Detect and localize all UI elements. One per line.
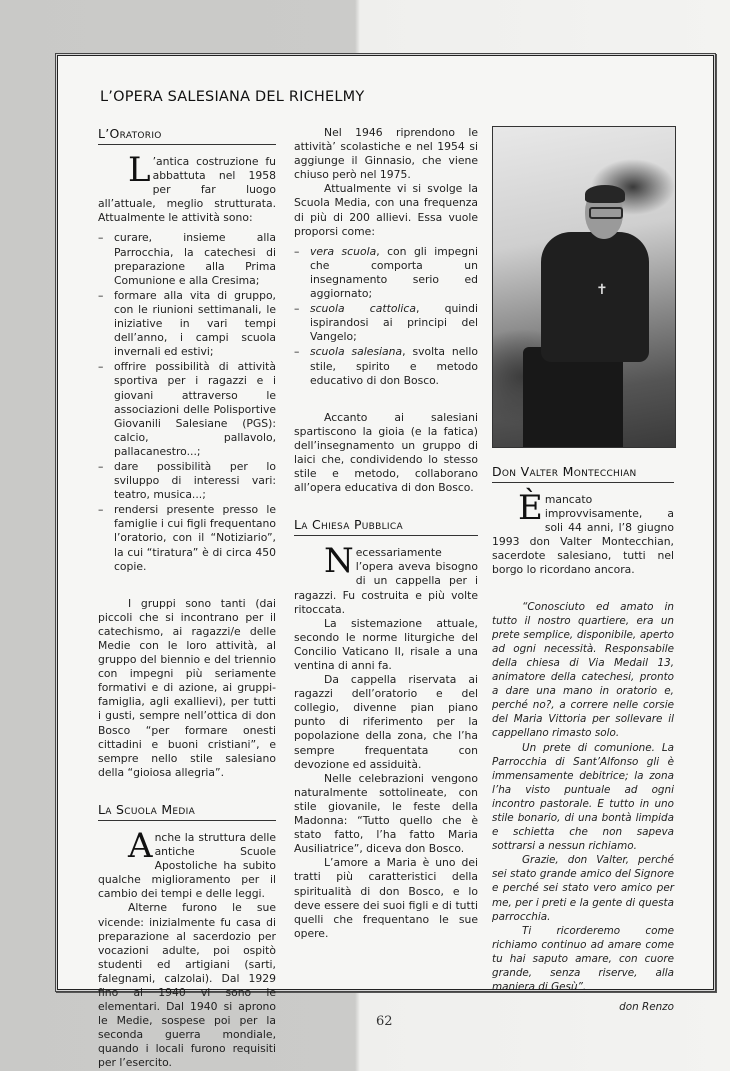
section-heading-chiesa: La Chiesa Pubblica: [294, 517, 478, 536]
page-number: 62: [376, 1014, 393, 1029]
list-item: – curare, insieme alla Parrocchia, la catechesi di preparazione alla Prima Comunione e alla Cresima;: [98, 231, 276, 287]
memorial-quote: [492, 600, 674, 1015]
dropcap-n: N: [324, 541, 354, 582]
quote-signature: don Renzo: [619, 1001, 674, 1014]
list-item: – dare possibilità per lo sviluppo di interessi vari: teatro, musica...;: [98, 460, 276, 502]
scuola-media-laici: Accanto ai salesiani spartiscono la gioia (e la fatica) dell’insegnamento un gruppo di laici che, condividendo lo stesso stile e metodo, collaborano all’opera educativa di don Bosco.: [294, 410, 478, 495]
page-title: L’OPERA SALESIANA DEL RICHELMY: [100, 89, 365, 105]
portrait-photo: [492, 126, 676, 448]
list-item: – formare alla vita di gruppo, con le riunioni settimanali, le iniziative in vari tempi dell’anno, i campi scuola invernali ed estivi;: [98, 289, 276, 359]
scuola-media-goals-list: [294, 245, 478, 388]
section-heading-montecchian: Don Valter Montecchian: [492, 464, 674, 483]
montecchian-intro: Èmancato improvvisamente, a soli 44 anni, l’8 giugno 1993 don Valter Montecchian, sacerdote salesiano, tutti nel borgo lo ricordano ancora.: [492, 488, 674, 577]
list-item: – vera scuola, con gli impegni che comporta un insegnamento serio ed aggiornato;: [294, 245, 478, 301]
list-item: – scuola cattolica, quindi ispirandosi ai principi del Vangelo;: [294, 302, 478, 344]
chiesa-paragraph: Nelle celebrazioni vengono naturalmente sottolineate, con stile giovanile, le feste della Madonna: “Tutto quello che è stato fatto, l’ha fatto Maria Ausiliatrice”, diceva don Bosco.: [294, 771, 478, 856]
dropcap-l: L: [128, 150, 151, 190]
oratorio-intro: L ’antica costruzione fu abbattuta nel 1958 per far luogo all’attuale, meglio strutturata. Attualmente le attività sono:: [98, 150, 276, 225]
scuola-media-intro: Anche la struttura delle antiche Scuole Apostoliche ha subito qualche miglioramento per il cambio dei tempi e delle leggi.: [98, 825, 276, 901]
column-2: [294, 126, 478, 941]
oratorio-groups-paragraph: I gruppi sono tanti (dai piccoli che si incontrano per il catechismo, ai ragazzi/e delle Medie con le loro attività, al gruppo del biennio e del triennio con impegni più seriamente formativi e di azione, ai gruppi-famiglia, agli exallievi), per tutti i gusti, sempre nell’ottica di don Bosco “per formare onesti cittadini e buoni cristiani”, e sempre nello stile salesiano della “gioiosa allegria”.: [98, 596, 276, 779]
quote-paragraph: Grazie, don Valter, perché sei stato grande amico del Signore e perché sei stato vero amico per me, per i preti e la gente di questa parrocchia.: [492, 854, 674, 923]
quote-paragraph: “Conosciuto ed amato in tutto il nostro quartiere, era un prete semplice, disponibile, aperto ad ogni necessità. Responsabile della chiesa di Via Medail 13, animatore della catechesi, pronto a dare una mano in oratorio e, perché no?, a correre nelle corsie del Maria Vittoria per sollevare il cappellano rimasto solo.: [492, 600, 674, 740]
section-heading-scuola-media: La Scuola Media: [98, 802, 276, 821]
list-item: – scuola salesiana, svolta nello stile, spirito e metodo educativo di don Bosco.: [294, 345, 478, 387]
scuola-media-1946: Nel 1946 riprendono le attività’ scolastiche e nel 1954 si aggiunge il Ginnasio, che viene chiuso però nel 1975.: [294, 126, 478, 182]
list-item: – offrire possibilità di attività sportiva per i ragazzi e i giovani attraverso le associazioni delle Polisportive Giovanili Salesiane (PGS): calcio, pallavolo, pallacanestro...;: [98, 360, 276, 459]
list-item: – rendersi presente presso le famiglie i cui figli frequentano l’oratorio, con il “Notiziario”, la cui “tiratura” è di circa 450 copie.: [98, 503, 276, 573]
scuola-media-current: Attualmente vi si svolge la Scuola Media, con una frequenza di più di 200 allievi. Essa vuole proporsi come:: [294, 182, 478, 238]
quote-paragraph: Ti ricorderemo come richiamo continuo ad amare come tu hai saputo amare, con cuore grande, senza riserve, alla maniera di Gesù”.: [492, 924, 674, 994]
chiesa-paragraph: La sistemazione attuale, secondo le norme liturgiche del Concilio Vaticano II, risale a una ventina di anni fa.: [294, 616, 478, 672]
oratorio-activity-list: [98, 231, 276, 573]
column-3: [492, 126, 674, 1014]
section-heading-oratorio: L’Oratorio: [98, 126, 276, 145]
column-1: [98, 126, 276, 1071]
cross-icon: ✝: [596, 282, 608, 298]
dropcap-e: È: [518, 488, 543, 528]
dropcap-a: A: [128, 825, 153, 866]
quote-paragraph: Un prete di comunione. La Parrocchia di Sant’Alfonso gli è immensamente debitrice; la zona l’ha visto puntuale ad ogni incontro pastorale. E tutto in uno stile bonario, di una bontà limpida e schietta che non sapeva sottrarsi a nessun richiamo.: [492, 741, 674, 853]
scuola-media-history: Alterne furono le sue vicende: inizialmente fu casa di preparazione al sacerdozio per vocazioni adulte, poi ospitò studenti ed artigiani (sarti, falegnami, calzolai). Dal 1929 fino al 1940 vi sono le elementari. Dal 1940 si aprono le Medie, sospese poi per la seconda guerra mondiale, quando i locali furono requisiti per l’esercito.: [98, 901, 276, 1070]
chiesa-paragraph: Da cappella riservata ai ragazzi dell’oratorio e del collegio, divenne pian piano punto di riferimento per la popolazione della zona, che l’ha sempre frequentata con devozione ed assiduità.: [294, 673, 478, 771]
chiesa-intro: Necessariamente l’opera aveva bisogno di un cappella per i ragazzi. Fu costruita e più volte ritoccata.: [294, 541, 478, 616]
chiesa-paragraph: L’amore a Maria è uno dei tratti più caratteristici della spiritualità di don Bosco, e lo deve essere dei suoi figli e di tutti quelli che frequentano le sue opere.: [294, 856, 478, 940]
